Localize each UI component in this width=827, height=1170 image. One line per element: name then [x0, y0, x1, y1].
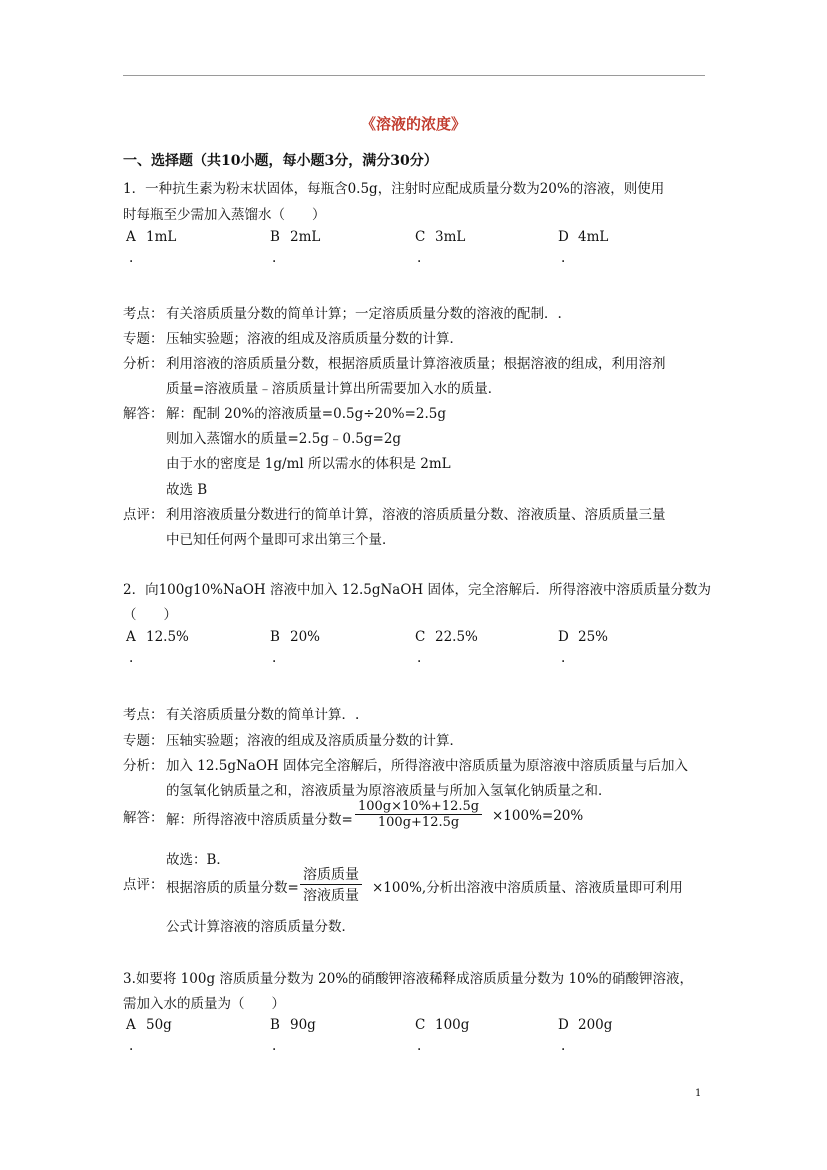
- page-number: 1: [695, 1088, 702, 1099]
- q2-dianping-fraction: [300, 864, 362, 905]
- q2-jieda-label: 解答：: [123, 810, 164, 826]
- q1-kaodian: 有关溶质质量分数的简单计算；一定溶质质量分数的溶液的配制．.: [166, 306, 562, 322]
- q1-stem-line1: 1．一种抗生素为粉末状固体，每瓶含0.5g，注射时应配成质量分数为20%的溶液，则使用: [123, 181, 665, 197]
- q1-fenxi-line1: 利用溶液的溶质质量分数，根据溶质质量计算溶液质量；根据溶液的组成，利用溶剂: [166, 356, 666, 372]
- q1-stem-line2: 时每瓶至少需加入蒸馏水（ ）: [123, 207, 326, 223]
- q2-dianping-post: ×100%,分析出溶液中溶质质量、溶液质量即可利用: [372, 880, 683, 896]
- q3-option-d[interactable]: D 200g: [558, 1017, 613, 1033]
- q1-jieda-line2: 则加入蒸馏水的质量=2.5g﹣0.5g=2g: [166, 431, 402, 447]
- q2-jieda-post: ×100%=20%: [492, 808, 584, 824]
- q3-option-a[interactable]: A 50g: [126, 1017, 172, 1033]
- option-dot: .: [272, 1038, 277, 1054]
- fraction-denominator: 溶液质量: [303, 888, 359, 904]
- q2-dianping-line2: 公式计算溶液的溶质质量分数．: [166, 919, 355, 935]
- fraction-numerator: 100g×10%+12.5g: [358, 799, 480, 814]
- q2-stem-line2: （ ）: [123, 607, 177, 623]
- q3-stem-line1: 3.如要将 100g 溶质质量分数为 20%的硝酸钾溶液稀释成溶质质量分数为 10%的硝酸钾溶液，: [123, 971, 693, 987]
- page-title: 《溶液的浓度》: [360, 115, 466, 133]
- q1-dianping-line1: 利用溶液质量分数进行的简单计算，溶液的溶质质量分数、溶液质量、溶质质量三量: [166, 507, 666, 523]
- q1-jieda-line4: 故选 B: [166, 482, 208, 498]
- q2-dianping-pre: 根据溶质的质量分数=: [166, 880, 299, 896]
- option-dot: .: [129, 250, 134, 266]
- option-dot: .: [561, 650, 566, 666]
- q2-fenxi-label: 分析：: [123, 758, 164, 774]
- q1-jieda-label: 解答：: [123, 406, 164, 422]
- q2-kaodian-label: 考点：: [123, 707, 164, 723]
- q1-fenxi-line2: 质量=溶液质量﹣溶质质量计算出所需要加入水的质量．: [166, 381, 502, 397]
- q1-jieda-line1: 解：配制 20%的溶液质量=0.5g÷20%=2.5g: [166, 406, 446, 422]
- option-dot: .: [561, 250, 566, 266]
- q2-option-d[interactable]: D 25%: [558, 629, 609, 645]
- option-dot: .: [417, 250, 422, 266]
- q2-option-c[interactable]: C 22.5%: [415, 629, 478, 645]
- fraction-denominator: 100g+12.5g: [377, 815, 460, 830]
- q1-dianping-label: 点评：: [123, 507, 164, 523]
- header-rule: [123, 75, 705, 76]
- option-dot: .: [129, 1038, 134, 1054]
- q3-stem-line2: 需加入水的质量为（ ）: [123, 996, 285, 1012]
- q2-option-a[interactable]: A 12.5%: [126, 629, 189, 645]
- q1-option-b[interactable]: B 2mL: [270, 229, 321, 245]
- option-dot: .: [561, 1038, 566, 1054]
- q1-kaodian-label: 考点：: [123, 306, 164, 322]
- q3-option-c[interactable]: C 100g: [415, 1017, 470, 1033]
- q2-option-b[interactable]: B 20%: [270, 629, 321, 645]
- q1-dianping-line2: 中已知任何两个量即可求出第三个量．: [166, 532, 396, 548]
- q1-jieda-line3: 由于水的密度是 1g/ml 所以需水的体积是 2mL: [166, 456, 451, 472]
- q2-zhuanti: 压轴实验题；溶液的组成及溶质质量分数的计算．: [166, 733, 463, 749]
- option-dot: .: [417, 1038, 422, 1054]
- q2-zhuanti-label: 专题：: [123, 733, 164, 749]
- option-dot: .: [417, 650, 422, 666]
- q2-stem-line1: 2．向100g10%NaOH 溶液中加入 12.5gNaOH 固体，完全溶解后．所得溶液中溶质质量分数为: [123, 582, 711, 598]
- q2-dianping-label: 点评：: [123, 877, 164, 893]
- fraction-numerator: 溶质质量: [303, 867, 359, 883]
- option-dot: .: [272, 650, 277, 666]
- q1-option-c[interactable]: C 3mL: [415, 229, 466, 245]
- q1-zhuanti-label: 专题：: [123, 331, 164, 347]
- q1-option-a[interactable]: A 1mL: [126, 229, 177, 245]
- q1-fenxi-label: 分析：: [123, 356, 164, 372]
- q2-kaodian: 有关溶质质量分数的简单计算．.: [166, 707, 360, 723]
- section-heading: 一、选择题（共10小题，每小题3分，满分30分）: [123, 153, 438, 169]
- q2-jieda-end: 故选：B．: [166, 852, 230, 868]
- q2-fenxi-line1: 加入 12.5gNaOH 固体完全溶解后，所得溶液中溶质质量为原溶液中溶质质量与后加入: [166, 758, 688, 774]
- q1-option-d[interactable]: D 4mL: [558, 229, 609, 245]
- q2-jieda-fraction: [355, 799, 482, 830]
- option-dot: .: [129, 650, 134, 666]
- q2-fenxi-line2: 的氢氧化钠质量之和，溶液质量为原溶液质量与所加入氢氧化钠质量之和．: [166, 783, 612, 799]
- q2-jieda-pre: 解：所得溶液中溶质质量分数=: [166, 812, 353, 828]
- q3-option-b[interactable]: B 90g: [270, 1017, 316, 1033]
- q1-zhuanti: 压轴实验题；溶液的组成及溶质质量分数的计算．: [166, 331, 463, 347]
- option-dot: .: [272, 250, 277, 266]
